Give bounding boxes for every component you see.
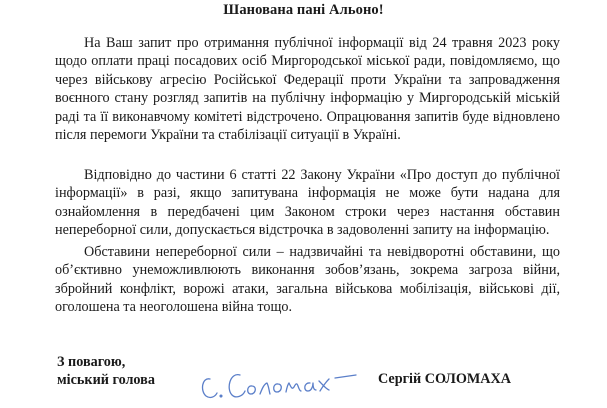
closing-block <box>57 353 155 390</box>
signer-name: Сергій СОЛОМАХА <box>378 371 512 387</box>
letter-paragraph-1: На Ваш запит про отримання публічної інформації від 24 травня 2023 року щодо оплати праці посадових осіб Миргородської міської ради, повідомляємо, що через військову агресію Російської Федерації проти України та запровадження воєнного стану розгляд запитів на публічну інформацію у Миргородській міській раді та її виконавчому комітеті відстрочено. Опрацювання запитів буде відновлено після перемоги України та стабілізації ситуації в Україні. <box>55 35 560 144</box>
closing-regards: З повагою, <box>57 354 126 370</box>
letter-paragraph-2: Відповідно до частини 6 статті 22 Закону України «Про доступ до публічної інформації» в разі, якщо запитувана інформація не може бути надана для ознайомлення в передбачені цим Законом строки через настання обставин непереборної сили, допускається відстрочка в задоволенні запиту на інформацію. <box>55 167 560 239</box>
letter-paragraph-3: Обставини непереборної сили – надзвичайні та невідворотні обставини, що об’єктивно унеможливлюють виконання зобов’язань, зокрема загроза війни, збройний конфлікт, ворожі атаки, загальна військова мобілізація, військові дії, оголошена та неоголошена війна тощо. <box>55 244 560 316</box>
handwritten-signature <box>196 343 361 405</box>
closing-position: міський голова <box>57 372 155 389</box>
letter-greeting: Шанована пані Альоно! <box>223 2 384 18</box>
